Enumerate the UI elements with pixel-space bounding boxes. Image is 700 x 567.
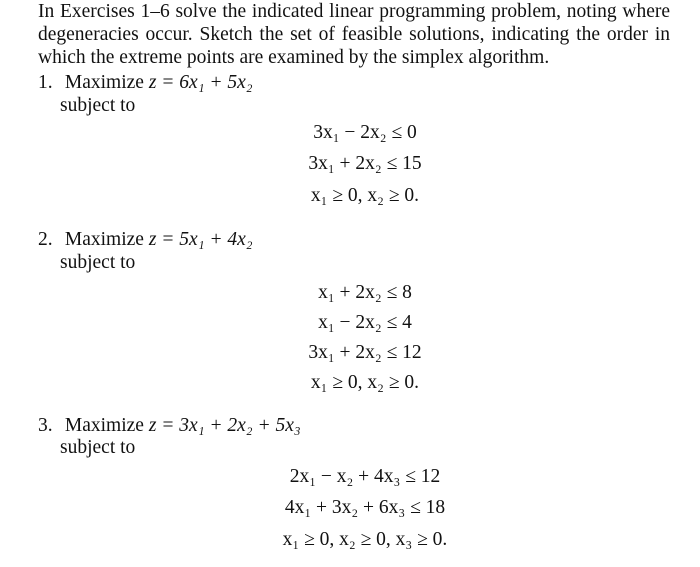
- exercise-1-heading: [38, 72, 253, 94]
- objective-function: z = 3x₁ + 2x₂ + 5x₃: [148, 415, 301, 436]
- maximize-label: Maximize: [64, 415, 144, 436]
- exercise-number: 1.: [38, 72, 53, 93]
- constraint: x₁ ≥ 0, x₂ ≥ 0.: [310, 185, 420, 206]
- exercise-number: 3.: [38, 415, 53, 436]
- intro-line: degeneracies occur. Sketch the set of feasible solutions, indicating the order in: [38, 24, 670, 45]
- objective-function: z = 6x₁ + 5x₂: [148, 72, 253, 93]
- intro-line: which the extreme points are examined by the simplex algorithm.: [38, 47, 550, 68]
- maximize-label: Maximize: [64, 229, 144, 250]
- constraint: 3x₁ + 2x₂ ≤ 12: [308, 342, 422, 363]
- constraint: x₁ − 2x₂ ≤ 4: [318, 312, 412, 333]
- constraint: 2x₁ − x₂ + 4x₃ ≤ 12: [289, 466, 441, 487]
- exercise-number: 2.: [38, 229, 53, 250]
- constraint: 3x₁ − 2x₂ ≤ 0: [313, 122, 417, 143]
- subject-to-label: subject to: [60, 252, 136, 273]
- subject-to-label: subject to: [60, 95, 136, 116]
- maximize-label: Maximize: [64, 72, 144, 93]
- exercise-2-heading: [38, 229, 253, 251]
- intro-line: In Exercises 1–6 solve the indicated linear programming problem, noting where: [38, 1, 670, 22]
- constraint: 3x₁ + 2x₂ ≤ 15: [308, 153, 422, 174]
- constraint: x₁ ≥ 0, x₂ ≥ 0.: [310, 372, 420, 393]
- objective-function: z = 5x₁ + 4x₂: [148, 229, 253, 250]
- constraint: x₁ ≥ 0, x₂ ≥ 0, x₃ ≥ 0.: [282, 529, 448, 550]
- exercise-3-heading: [38, 415, 301, 437]
- constraint: x₁ + 2x₂ ≤ 8: [318, 282, 412, 303]
- intro-paragraph: [38, 0, 670, 69]
- constraint: 4x₁ + 3x₂ + 6x₃ ≤ 18: [284, 497, 446, 518]
- subject-to-label: subject to: [60, 437, 136, 458]
